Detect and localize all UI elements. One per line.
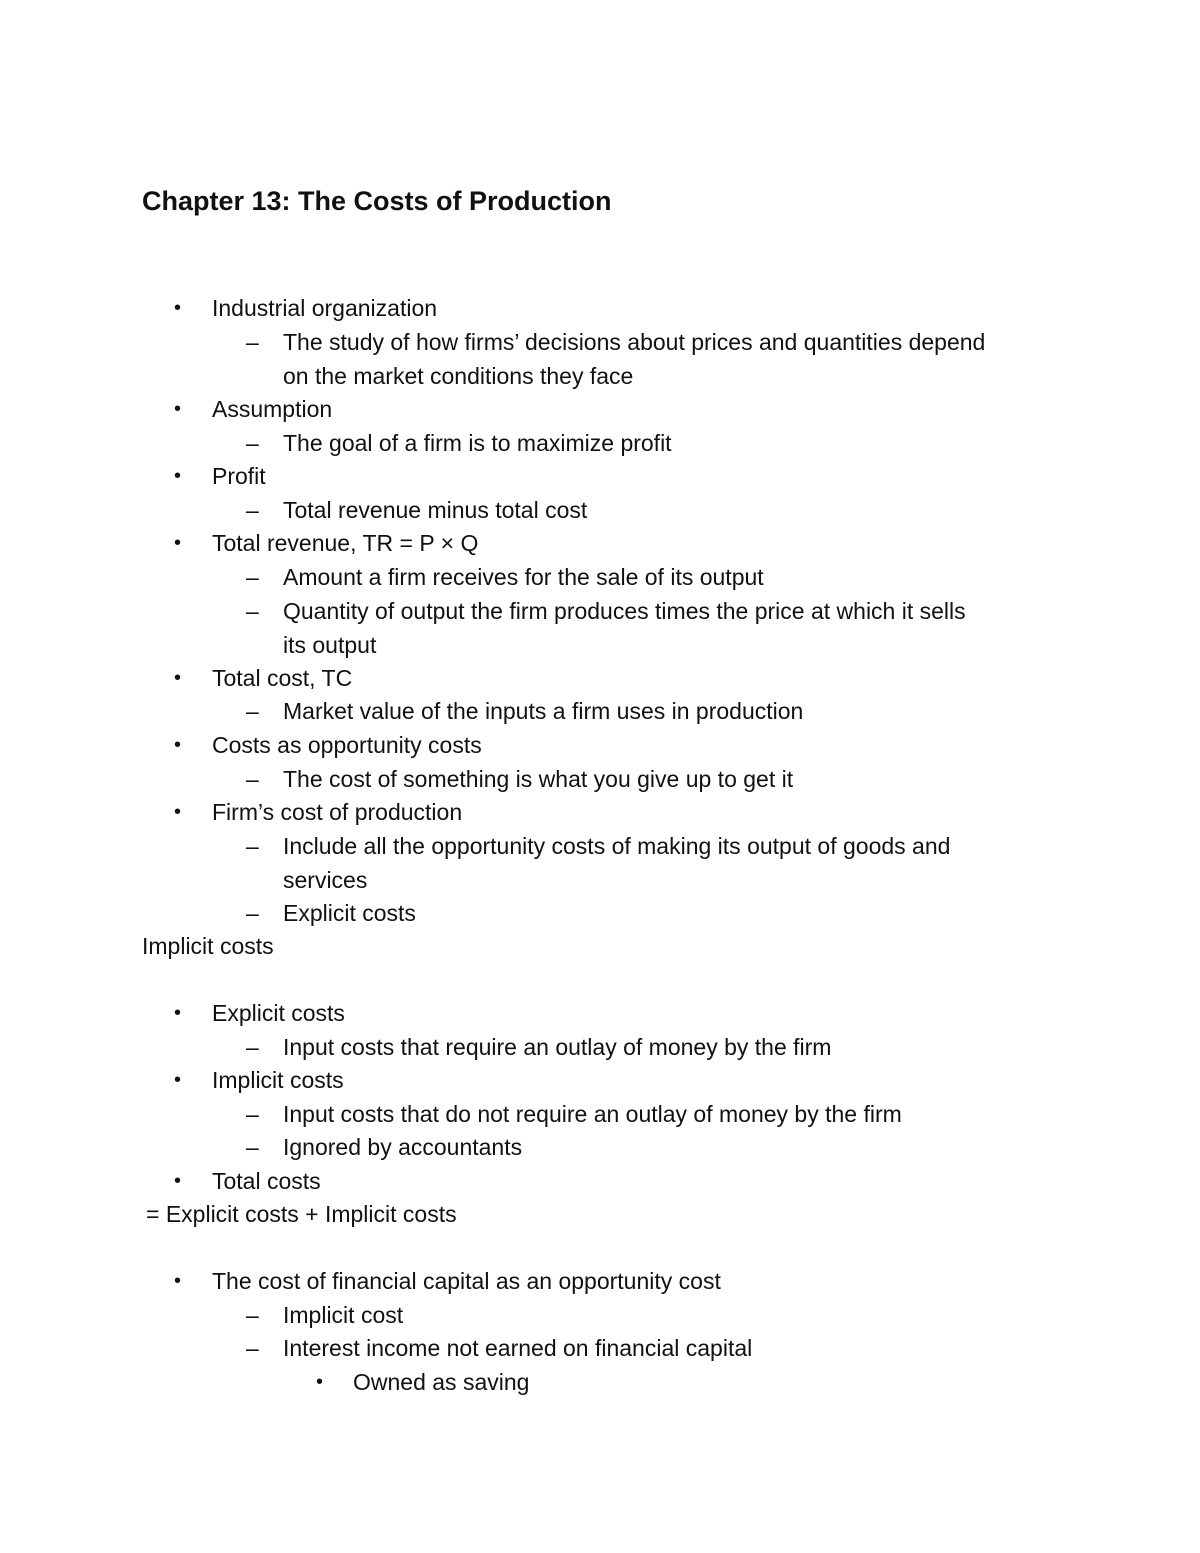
outline-subitem: Implicit cost bbox=[283, 1302, 404, 1328]
dash-marker: – bbox=[246, 698, 259, 724]
outline-subitem: Explicit costs bbox=[283, 900, 416, 926]
outline-subitem: Input costs that do not require an outlay of money by the firm bbox=[283, 1101, 902, 1127]
outline-subitem: Quantity of output the firm produces times the price at which it sells bbox=[283, 598, 966, 624]
chapter-title: Chapter 13: The Costs of Production bbox=[142, 186, 612, 216]
dash-marker: – bbox=[246, 1134, 259, 1160]
dash-marker: – bbox=[246, 430, 259, 456]
outline-item: Costs as opportunity costs bbox=[212, 732, 482, 758]
dash-marker: – bbox=[246, 564, 259, 590]
outline-item: Total revenue, TR = P × Q bbox=[212, 530, 479, 556]
bullet-marker: • bbox=[174, 667, 182, 689]
paragraph-line: Implicit costs bbox=[142, 933, 274, 959]
outline-item: The cost of financial capital as an opportunity cost bbox=[212, 1268, 721, 1294]
outline-subitem: The study of how firms’ decisions about prices and quantities depend bbox=[283, 329, 986, 355]
outline-subitem: Input costs that require an outlay of money by the firm bbox=[283, 1034, 832, 1060]
outline-subitem-continuation: services bbox=[283, 867, 368, 893]
outline-subitem: The goal of a firm is to maximize profit bbox=[283, 430, 672, 456]
dash-marker: – bbox=[246, 1101, 259, 1127]
outline-item: Explicit costs bbox=[212, 1000, 345, 1026]
outline-item: Industrial organization bbox=[212, 295, 438, 321]
dash-marker: – bbox=[246, 1034, 259, 1060]
outline-item: Total cost, TC bbox=[212, 665, 353, 691]
bullet-marker: • bbox=[174, 734, 182, 756]
dash-marker: – bbox=[246, 1335, 259, 1361]
bullet-marker: • bbox=[174, 532, 182, 554]
outline-subsubitem: Owned as saving bbox=[353, 1369, 530, 1395]
outline-item: Firm’s cost of production bbox=[212, 799, 463, 825]
bullet-marker: • bbox=[174, 1069, 182, 1091]
dash-marker: – bbox=[246, 497, 259, 523]
outline-subitem: Include all the opportunity costs of making its output of goods and bbox=[283, 833, 951, 859]
dash-marker: – bbox=[246, 598, 259, 624]
bullet-marker: • bbox=[174, 1002, 182, 1024]
bullet-marker: • bbox=[174, 1170, 182, 1192]
outline-item: Total costs bbox=[212, 1168, 321, 1194]
outline-item: Profit bbox=[212, 463, 266, 489]
outline-subitem: Amount a firm receives for the sale of its output bbox=[283, 564, 764, 590]
bullet-marker: • bbox=[174, 297, 182, 319]
dash-marker: – bbox=[246, 833, 259, 859]
outline-subitem-continuation: on the market conditions they face bbox=[283, 363, 634, 389]
bullet-marker: • bbox=[316, 1371, 324, 1393]
outline-subitem: Ignored by accountants bbox=[283, 1134, 523, 1160]
dash-marker: – bbox=[246, 766, 259, 792]
outline-subitem: Market value of the inputs a firm uses in production bbox=[283, 698, 804, 724]
formula-line: = Explicit costs + Implicit costs bbox=[146, 1201, 457, 1227]
bullet-marker: • bbox=[174, 465, 182, 487]
bullet-marker: • bbox=[174, 1270, 182, 1292]
dash-marker: – bbox=[246, 900, 259, 926]
dash-marker: – bbox=[246, 329, 259, 355]
outline-subitem: Interest income not earned on financial capital bbox=[283, 1335, 753, 1361]
outline-item: Implicit costs bbox=[212, 1067, 344, 1093]
outline-subitem: The cost of something is what you give up to get it bbox=[283, 766, 794, 792]
outline-subitem-continuation: its output bbox=[283, 632, 377, 658]
bullet-marker: • bbox=[174, 398, 182, 420]
dash-marker: – bbox=[246, 1302, 259, 1328]
outline-item: Assumption bbox=[212, 396, 333, 422]
outline-subitem: Total revenue minus total cost bbox=[283, 497, 588, 523]
bullet-marker: • bbox=[174, 801, 182, 823]
